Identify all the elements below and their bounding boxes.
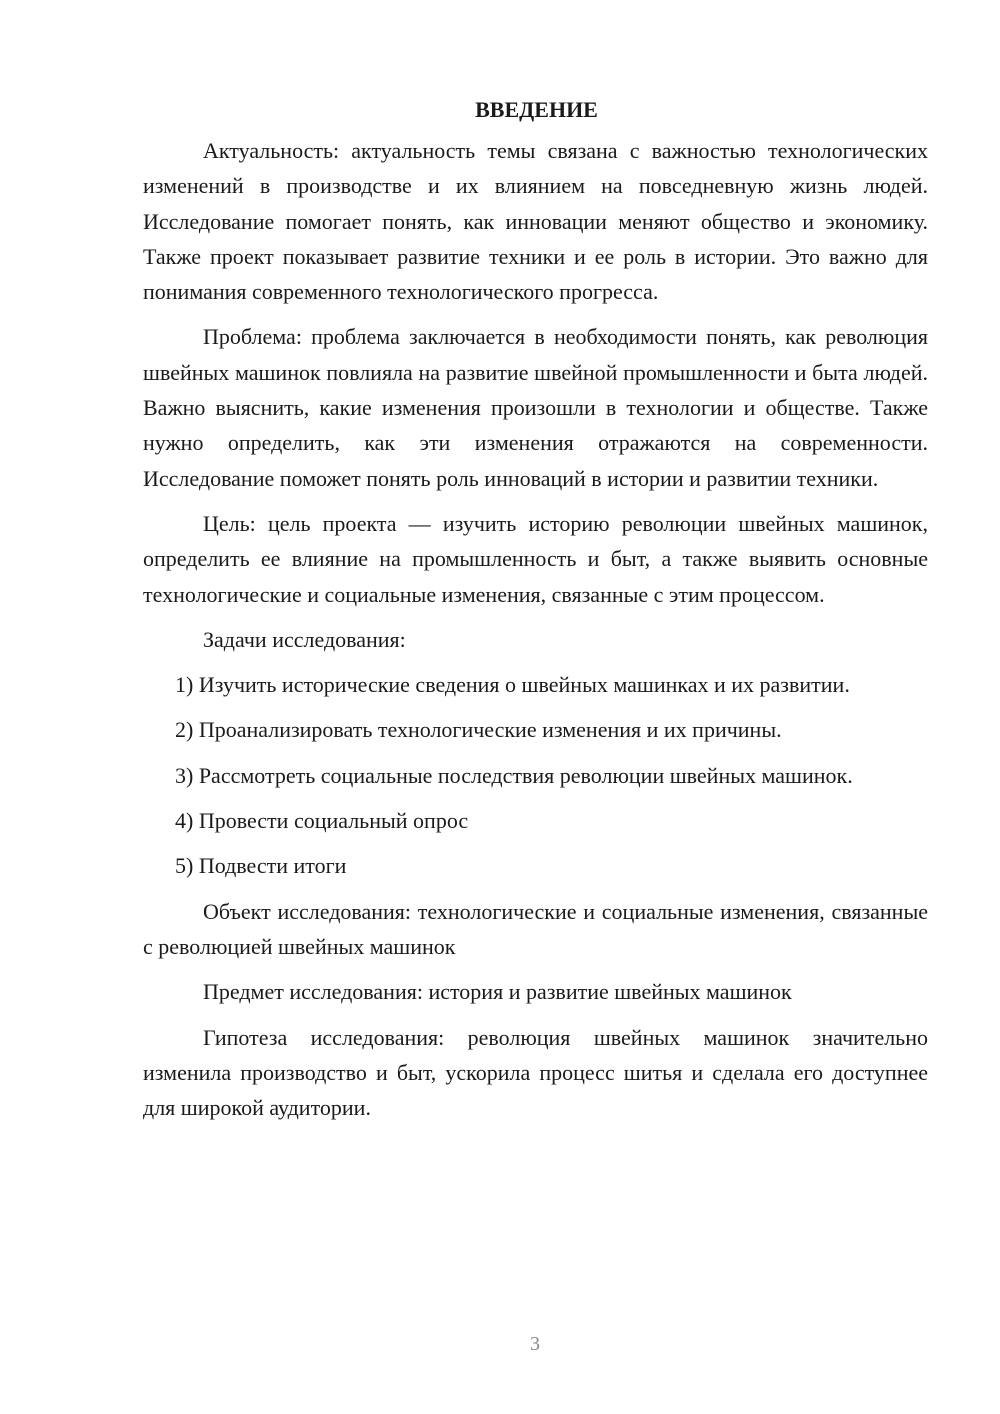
paragraph-hypothesis: Гипотеза исследования: революция швейных машинок значительно изменила производство и быт, ускорила процесс шитья и сделала его доступнее для широкой аудитории.	[143, 1024, 928, 1121]
paragraph-goal: Цель: цель проекта — изучить историю революции швейных машинок, определить ее влияние на промышленность и быт, а также выявить основные технологические и социальные изменения, связанные с этим процессом.	[143, 510, 928, 607]
section-heading: ВВЕДЕНИЕ	[475, 97, 598, 122]
paragraph-relevance: Актуальность: актуальность темы связана с важностью технологических изменений в производстве и их влиянием на повседневную жизнь людей. Исследование помогает понять, как инновации меняют общество и экономику. Также проект показывает развитие техники и ее роль в истории. Это важно для понимания современного технологического прогресса.	[143, 138, 928, 305]
page-number: 3	[530, 1333, 540, 1355]
task-item-4: 4) Провести социальный опрос	[175, 808, 469, 834]
document-page	[143, 92, 928, 1135]
paragraph-subject: Предмет исследования: история и развитие швейных машинок	[203, 979, 792, 1005]
task-item-1: 1) Изучить исторические сведения о швейных машинках и их развитии.	[175, 672, 850, 698]
paragraph-tasks-intro: Задачи исследования:	[203, 626, 406, 652]
task-item-2: 2) Проанализировать технологические изменения и их причины.	[175, 717, 782, 743]
task-item-5: 5) Подвести итоги	[175, 853, 347, 879]
paragraph-object: Объект исследования: технологические и социальные изменения, связанные с революцией швейных машинок	[143, 898, 928, 959]
task-item-3: 3) Рассмотреть социальные последствия революции швейных машинок.	[175, 762, 853, 788]
paragraph-problem: Проблема: проблема заключается в необходимости понять, как революция швейных машинок повлияла на развитие швейной промышленности и быта людей. Важно выяснить, какие изменения произошли в технологии и обществе. Также нужно определить, как эти изменения отражаются на современности. Исследование поможет понять роль инноваций в истории и развитии техники.	[143, 324, 928, 491]
